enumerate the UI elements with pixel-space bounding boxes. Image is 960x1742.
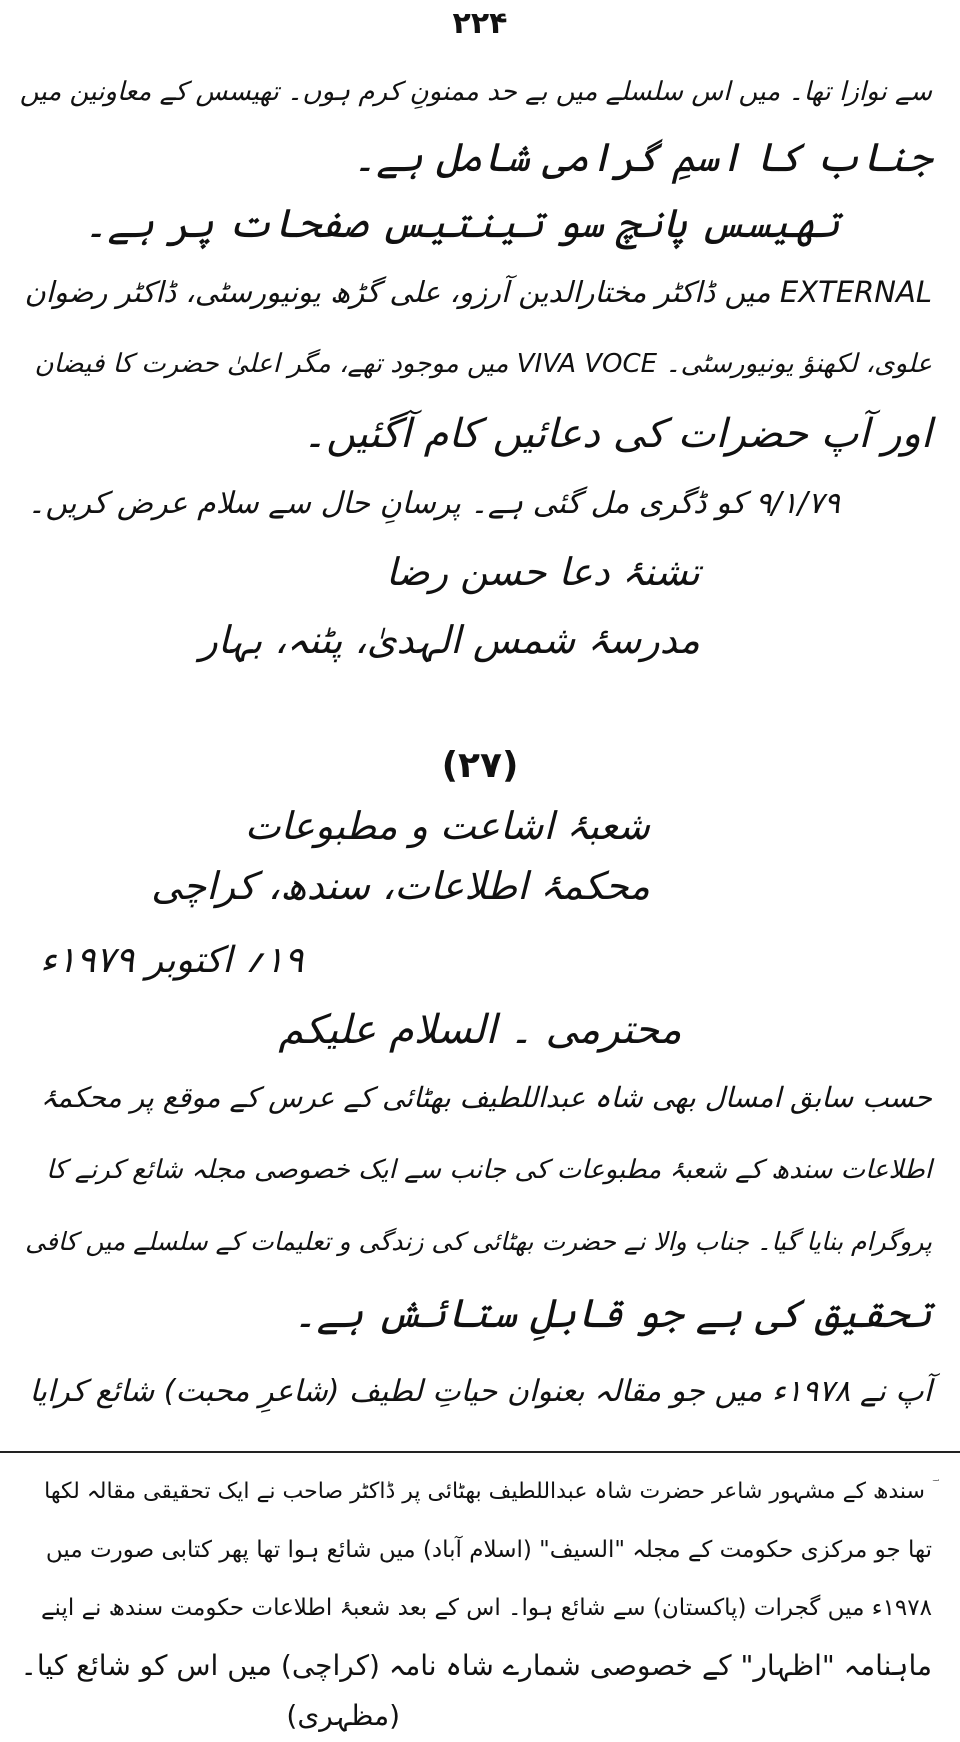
letter1-line-6: اور آپ حضرات کی دعائیں کام آگئیں۔ xyxy=(302,411,932,457)
footnote-line-1: ؔ سندھ کے مشہور شاعر حضرت شاہ عبداللطیف بھٹائی پر ڈاکٹر صاحب نے ایک تحقیقی مقالہ لکھا xyxy=(44,1479,932,1504)
letter1-line-7: ۹/۱/۷۹ کو ڈگری مل گئی ہے۔ پرسانِ حال سے سلام عرض کریں۔ xyxy=(27,486,840,521)
footnote-line-2: تھا جو مرکزی حکومت کے مجلہ "السیف" (اسلام آباد) میں شائع ہوا تھا پھر کتابی صورت میں xyxy=(45,1537,932,1563)
letter1-line-4: EXTERNAL میں ڈاکٹر مختارالدین آرزو، علی گڑھ یونیورسٹی، ڈاکٹر رضوان xyxy=(24,275,932,309)
letter2-line-5: آپ نے ۱۹۷۸ء میں جو مقالہ بعنوان حیاتِ لطیف (شاعرِ محبت) شائع کرایا xyxy=(29,1374,932,1409)
letter2-line-1: حسب سابق امسال بھی شاہ عبداللطیف بھٹائی کے عرس کے موقع پر محکمۂ xyxy=(40,1081,932,1114)
letter1-line-3: تھیسس پانچ سو تینتیس صفحات پر ہے۔ xyxy=(84,201,840,247)
letter-date: ۱۹؍ اکتوبر ۱۹۷۹ء xyxy=(40,940,304,981)
footnote-line-4: ماہنامہ "اظہار" کے خصوصی شمارے شاہ نامہ (کراچی) میں اس کو شائع کیا۔ xyxy=(20,1649,932,1682)
letter1-address: مدرسۂ شمس الہدیٰ، پٹنہ، بہار xyxy=(199,618,700,662)
office-line-2: محکمۂ اطلاعات، سندھ، کراچی xyxy=(151,864,650,908)
letter2-line-2: اطلاعات سندھ کے شعبۂ مطبوعات کی جانب سے ایک خصوصی مجلہ شائع کرنے کا xyxy=(46,1155,932,1185)
footnote-divider xyxy=(0,1451,960,1453)
footnote-attribution: (مظہری) xyxy=(286,1699,400,1732)
footnote-line-3: ۱۹۷۸ء میں گجرات (پاکستان) سے شائع ہوا۔ اس کے بعد شعبۂ اطلاعات حکومت سندھ نے اپنے xyxy=(41,1595,932,1621)
letter1-signature: تشنۂ دعا حسن رضا xyxy=(385,550,700,594)
letter2-line-3: پروگرام بنایا گیا۔ جناب والا نے حضرت بھٹائی کی زندگی و تعلیمات کے سلسلے میں کافی xyxy=(25,1227,932,1256)
page-number: ۲۲۴ xyxy=(452,6,508,41)
letter-greeting: محترمی ۔ السلام علیکم xyxy=(278,1007,682,1053)
letter2-line-4: تحقیق کی ہے جو قابلِ ستائش ہے۔ xyxy=(293,1291,932,1337)
office-line-1: شعبۂ اشاعت و مطبوعات xyxy=(244,804,650,848)
letter1-line-2: جناب کا اسمِ گرامی شامل ہے۔ xyxy=(352,135,932,181)
letter1-line-1: سے نوازا تھا۔ میں اس سلسلے میں بے حد ممنونِ کرم ہوں۔ تھیسس کے معاونین میں xyxy=(19,77,932,107)
letter1-line-5: علوی، لکھنؤ یونیورسٹی۔ VIVA VOCE میں موجود تھے، مگر اعلیٰ حضرت کا فیضان xyxy=(34,349,932,379)
letter-number: (۲۷) xyxy=(441,745,519,786)
